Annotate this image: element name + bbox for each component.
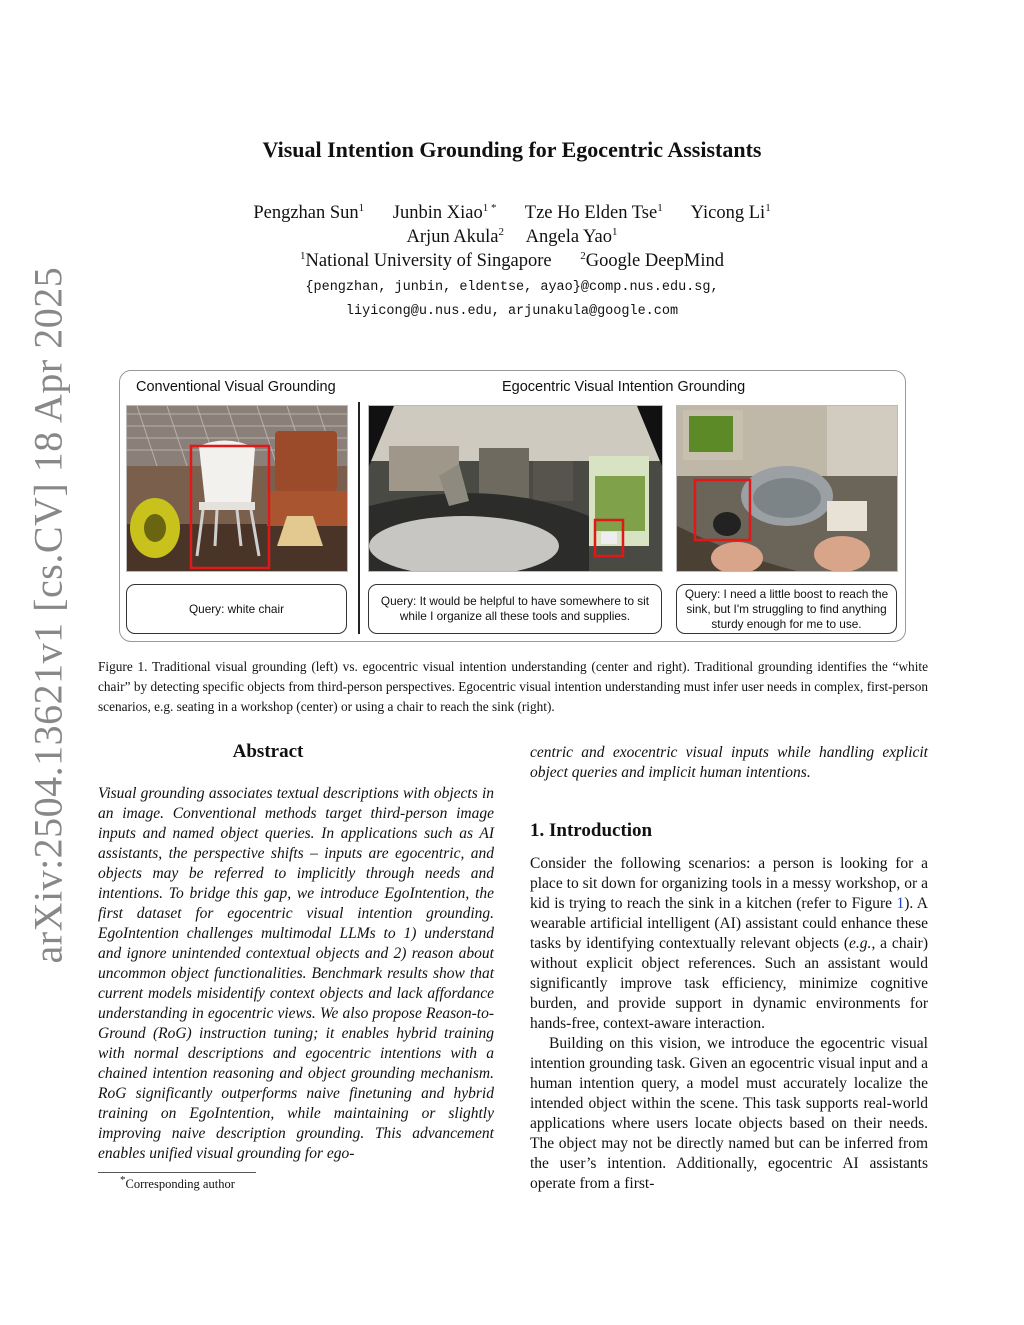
author-affil-sup: 2 (498, 225, 505, 238)
affiliations (0, 251, 1024, 272)
author-name: Tze Ho Elden Tse (524, 203, 658, 223)
author-affil-sup: 1 (358, 201, 365, 214)
figure-left-heading: Conventional Visual Grounding (136, 379, 336, 395)
affil-sup: 2 (580, 249, 586, 262)
figure-reference-link[interactable]: 1 (896, 895, 905, 912)
email-line[interactable]: liyicong@u.nus.edu, arjunakula@google.com (345, 304, 679, 319)
author-name: Yicong Li (690, 203, 766, 223)
figure-divider (358, 402, 360, 634)
author-name: Pengzhan Sun (253, 203, 359, 223)
kitchen-scene-illustration (677, 406, 897, 571)
authors-line-2 (0, 227, 1024, 248)
author-affil-sup: 1 (657, 201, 663, 214)
author-name: Junbin Xiao (392, 203, 483, 223)
chair-scene-illustration (127, 406, 347, 571)
introduction-paragraph-2: Building on this vision, we introduce the egocentric visual intention grounding task. Given an egocentric visual input and a human intention query, a model must accurately localize the intended object within the scene. This task supports real-world applications where users locate objects based on their needs. The object may not be directly named but can be inferred from the user’s intention. Additionally, egocentric AI assistants operate from a first- (530, 1035, 928, 1192)
introduction-paragraph-1: Consider the following scenarios: a person is looking for a place to sit down for organizing tools in a messy workshop, or a kid is trying to reach the sink in a kitchen (refer to Figure 1). A wearable artificial intelligent (AI) assistant could enhance these tasks by identifying contextually relevant objects (e.g., a chair) without explicit object references. Such an assistant would significantly improve task efficiency, minimize cognitive burden, and provide support in dynamic environments for hands-free, context-aware interaction. (530, 855, 928, 1032)
figure-image-workshop (368, 405, 663, 572)
figure-right-heading: Egocentric Visual Intention Grounding (502, 379, 746, 395)
author-name: Arjun Akula (406, 227, 499, 247)
abstract-heading: Abstract (232, 741, 304, 762)
author-affil-sup: 1 * (482, 201, 497, 214)
paper-title: Visual Intention Grounding for Egocentric Assistants (262, 137, 762, 162)
query-box-white-chair: Query: white chair (126, 584, 347, 634)
affiliation: National University of Singapore (305, 251, 552, 271)
figure-image-kitchen (676, 405, 898, 572)
authors-line-1 (0, 203, 1024, 224)
email-line[interactable]: {pengzhan, junbin, eldentse, ayao}@comp.nus.edu.sg, (305, 280, 719, 295)
affiliation: Google DeepMind (585, 251, 724, 271)
author-affil-sup: 1 (765, 201, 771, 214)
footnote: *Corresponding author (120, 1173, 235, 1191)
figure-image-chair (126, 405, 348, 572)
query-box-workshop: Query: It would be helpful to have somewhere to sit while I organize all these tools and supplies. (368, 584, 662, 634)
author-affil-sup: 1 (611, 225, 618, 238)
abstract-continuation: centric and exocentric visual inputs while handling explicit object queries and implicit human intentions. (530, 744, 928, 781)
figure-caption: Figure 1. Traditional visual grounding (left) vs. egocentric visual intention understanding (center and right). Traditional grounding identifies the “white chair” by detecting specific objects from third-person perspectives. Egocentric visual intention understanding must infer user needs in complex, first-person scenarios, e.g. seating in a workshop (center) or using a chair to reach the sink (right). (98, 659, 928, 714)
affil-sup: 1 (300, 249, 306, 262)
introduction-heading: 1. Introduction (530, 820, 653, 841)
author-name: Angela Yao (525, 227, 612, 247)
query-box-kitchen: Query: I need a little boost to reach the sink, but I'm struggling to find anything sturdy enough for me to use. (676, 584, 897, 634)
workshop-scene-illustration (369, 406, 662, 571)
abstract-body: Visual grounding associates textual descriptions with objects in an image. Conventional methods target third-person image inputs and named object queries. In applications such as AI assistants, the perspective shifts – inputs are egocentric, and objects may be referred to implicitly through needs and intentions. To bridge this gap, we introduce EgoIntention, the first dataset for egocentric visual intention grounding. EgoIntention challenges multimodal LLMs to 1) understand and ignore unintended contextual objects and 2) reason about uncommon object functionalities. Benchmark results show that current models misidentify context objects and lack affordance understanding in egocentric views. We also propose Reason-to-Ground (RoG) instruction tuning; it enables hybrid training with normal descriptions and egocentric intentions with a chained intention reasoning and object grounding mechanism. RoG significantly outperforms naive finetuning and hybrid training on EgoIntention, while maintaining or slightly improving naive description grounding. This advancement enables unified visual grounding for ego- (98, 785, 494, 1162)
arxiv-stamp: arXiv:2504.13621v1 [cs.CV] 18 Apr 2025 (25, 266, 71, 964)
footnote-rule (98, 1172, 256, 1173)
